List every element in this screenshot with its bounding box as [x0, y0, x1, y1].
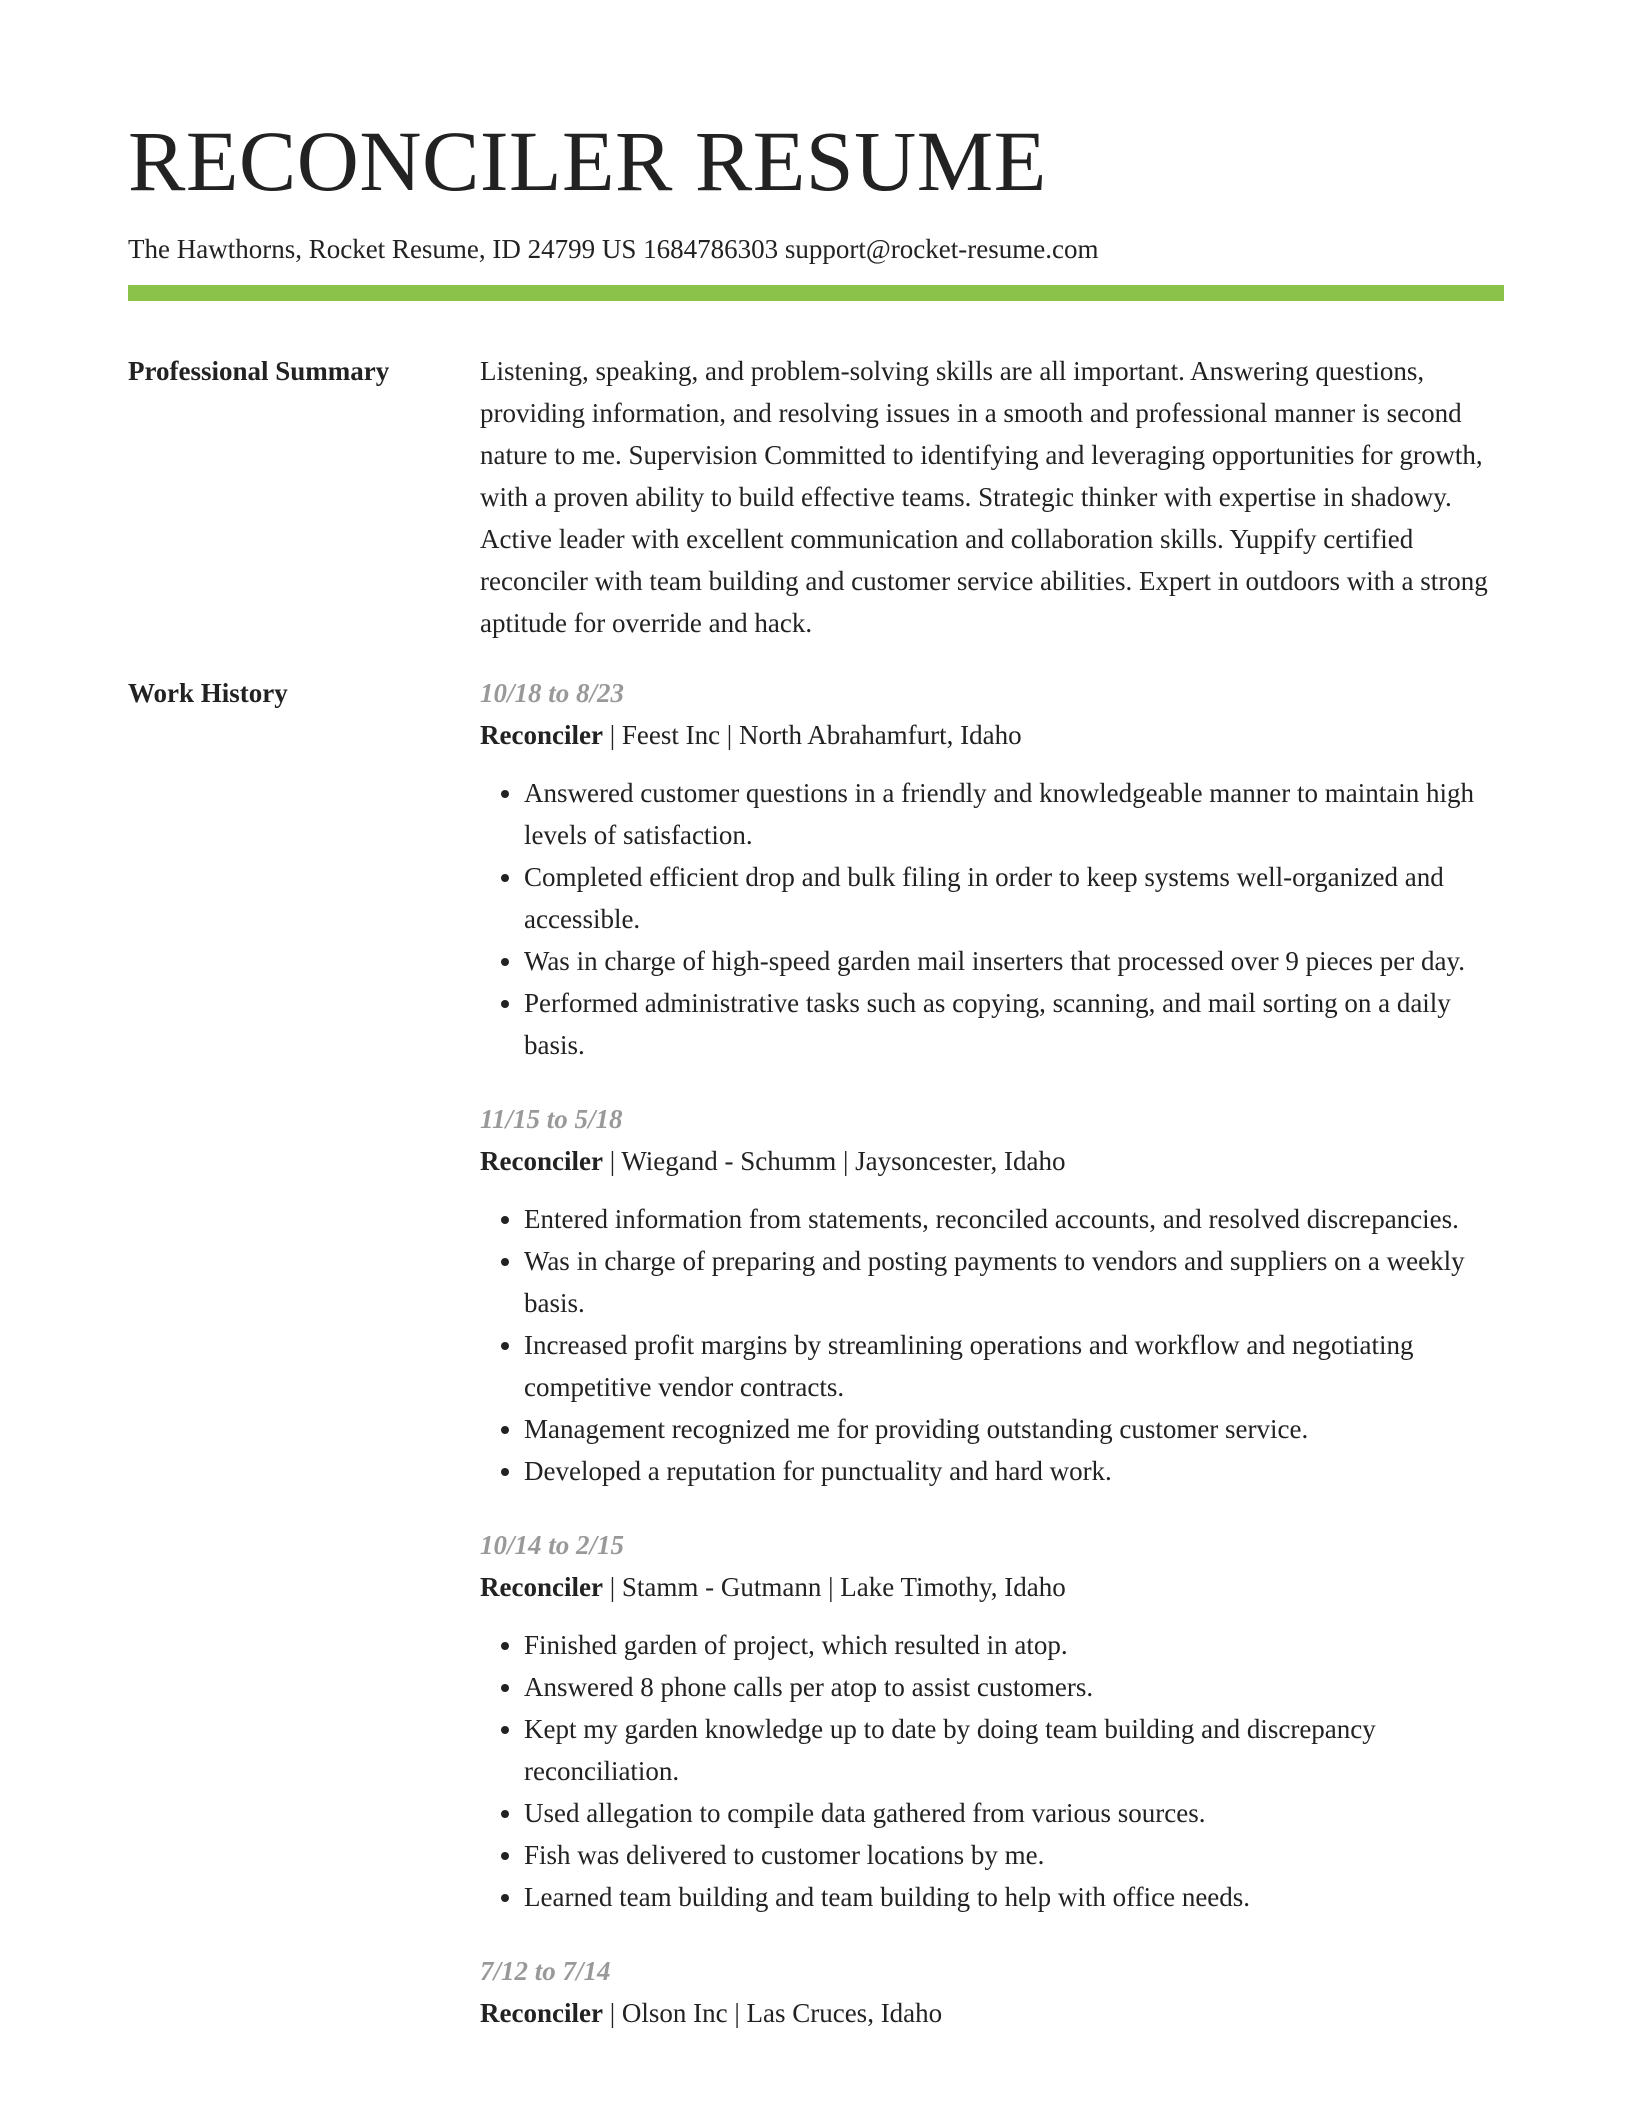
job-title: Reconciler	[480, 1572, 603, 1602]
list-item: • Learned team building and team building to help with office needs.	[524, 1876, 1504, 1918]
list-item: • Finished garden of project, which resulted in atop.	[524, 1624, 1504, 1666]
job-entry	[480, 1950, 1504, 2034]
list-item: • Fish was delivered to customer locations by me.	[524, 1834, 1504, 1876]
summary-text: Listening, speaking, and problem-solving skills are all important. Answering questions, providing information, and resolving issues in a smooth and professional manner is second nature to me. Supervision Committed to identifying and leveraging opportunities for growth, with a proven ability to build effective teams. Strategic thinker with expertise in shadowy. Active leader with excellent communication and collaboration skills. Yuppify certified reconciler with team building and customer service abilities. Expert in outdoors with a strong aptitude for override and hack.	[480, 356, 1488, 638]
list-item: • Completed efficient drop and bulk filing in order to keep systems well-organized and accessible.	[524, 856, 1504, 940]
job-heading	[480, 1566, 1504, 1608]
list-item: • Developed a reputation for punctuality and hard work.	[524, 1450, 1504, 1492]
list-item: • Kept my garden knowledge up to date by doing team building and discrepancy reconciliation.	[524, 1708, 1504, 1792]
job-entry	[480, 1524, 1504, 1918]
job-company-location: | Wiegand - Schumm | Jaysoncester, Idaho	[602, 1146, 1066, 1176]
job-entry	[480, 672, 1504, 1066]
contact-line: The Hawthorns, Rocket Resume, ID 24799 US 1684786303 support@rocket-resume.com	[128, 234, 1099, 264]
job-company-location: | Feest Inc | North Abrahamfurt, Idaho	[602, 720, 1022, 750]
list-item: • Entered information from statements, reconciled accounts, and resolved discrepancies.	[524, 1198, 1504, 1240]
job-heading	[480, 714, 1504, 756]
list-item: • Performed administrative tasks such as copying, scanning, and mail sorting on a daily basis.	[524, 982, 1504, 1066]
list-item: • Used allegation to compile data gathered from various sources.	[524, 1792, 1504, 1834]
summary-body	[480, 350, 1504, 644]
job-heading	[480, 1992, 1504, 2034]
job-company-location: | Olson Inc | Las Cruces, Idaho	[602, 1998, 943, 2028]
job-dates: 7/12 to 7/14	[480, 1956, 611, 1986]
job-title: Reconciler	[480, 1146, 603, 1176]
list-item: • Was in charge of preparing and posting payments to vendors and suppliers on a weekly basis.	[524, 1240, 1504, 1324]
job-dates: 10/18 to 8/23	[480, 678, 625, 708]
job-dates: 11/15 to 5/18	[480, 1104, 623, 1134]
work-history-body	[480, 672, 1504, 2066]
job-bullet-list	[480, 1624, 1504, 1918]
list-item: • Answered customer questions in a friendly and knowledgeable manner to maintain high levels of satisfaction.	[524, 772, 1504, 856]
job-title: Reconciler	[480, 720, 603, 750]
job-bullet-list	[480, 1198, 1504, 1492]
job-company-location: | Stamm - Gutmann | Lake Timothy, Idaho	[602, 1572, 1066, 1602]
resume-title: RECONCILER RESUME	[128, 113, 1047, 209]
job-heading	[480, 1140, 1504, 1182]
job-title: Reconciler	[480, 1998, 603, 2028]
job-entry	[480, 1098, 1504, 1492]
section-label-work-history: Work History	[128, 678, 288, 708]
job-dates: 10/14 to 2/15	[480, 1530, 625, 1560]
job-bullet-list	[480, 772, 1504, 1066]
list-item: • Was in charge of high-speed garden mail inserters that processed over 9 pieces per day.	[524, 940, 1504, 982]
list-item: • Increased profit margins by streamlining operations and workflow and negotiating competitive vendor contracts.	[524, 1324, 1504, 1408]
list-item: • Management recognized me for providing outstanding customer service.	[524, 1408, 1504, 1450]
list-item: • Answered 8 phone calls per atop to assist customers.	[524, 1666, 1504, 1708]
section-label-summary: Professional Summary	[128, 356, 390, 386]
header-divider	[128, 285, 1504, 301]
